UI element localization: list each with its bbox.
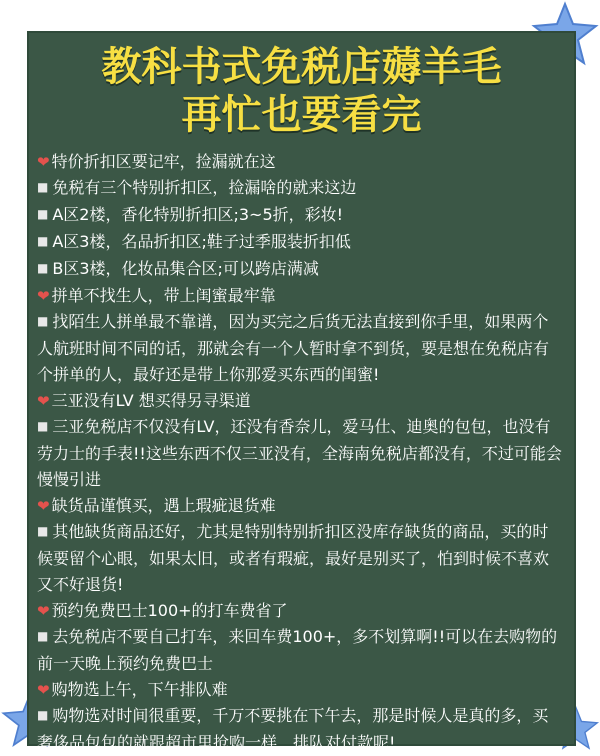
square-bullet-icon: ■	[37, 314, 49, 328]
list-item: ■ 其他缺货商品还好，尤其是特别特别折扣区没库存缺货的商品，买的时候要留个心眼，如果太旧，或者有瑕疵，最好是别买了，怕到时候不喜欢又不好退货!	[37, 522, 550, 594]
heart-icon: ❤	[37, 392, 50, 410]
section-heading: ❤ 预约免费巴士100+的打车费省了	[37, 601, 288, 620]
section-heading: ❤ 缺货品谨慎买，遇上瑕疵退货难	[37, 496, 276, 515]
list-item: ■ A区2楼，香化特别折扣区;3~5折，彩妆!	[37, 205, 344, 224]
square-bullet-icon: ■	[37, 234, 49, 248]
section-heading: ❤ 购物选上午，下午排队难	[37, 680, 228, 699]
heart-icon: ❤	[37, 497, 50, 515]
section-heading: ❤ 特价折扣区要记牢，捡漏就在这	[37, 152, 276, 171]
chalkboard-card	[27, 31, 576, 752]
list-item: ■ B区3楼，化妆品集合区;可以跨店满减	[37, 259, 319, 278]
section-heading: ❤ 拼单不找生人，带上闺蜜最牢靠	[37, 286, 276, 305]
list-item: ■ 三亚免税店不仅没有LV，还没有香奈儿，爱马仕、迪奥的包包，也没有劳力士的手表!!这些东西不仅三亚没有，全海南免税店都没有，不过可能会慢慢引进	[37, 417, 562, 489]
square-bullet-icon: ■	[37, 524, 49, 538]
square-bullet-icon: ■	[37, 180, 49, 194]
section-heading: ❤ 三亚没有LV 想买得另寻渠道	[37, 391, 251, 410]
tips-list	[37, 149, 564, 756]
square-bullet-icon: ■	[37, 419, 49, 433]
heart-icon: ❤	[37, 153, 50, 171]
page-title	[27, 43, 576, 139]
title-line-2: 再忙也要看完	[181, 92, 422, 138]
square-bullet-icon: ■	[37, 629, 49, 643]
list-item: ■ A区3楼，名品折扣区;鞋子过季服装折扣低	[37, 232, 351, 251]
square-bullet-icon: ■	[37, 708, 49, 722]
heart-icon: ❤	[37, 287, 50, 305]
square-bullet-icon: ■	[37, 207, 49, 221]
square-bullet-icon: ■	[37, 261, 49, 275]
list-item: ■ 去免税店不要自己打车，来回车费100+，多不划算啊!!可以在去购物的前一天晚上预约免费巴士	[37, 627, 558, 673]
title-line-1: 教科书式免税店薅羊毛	[101, 44, 502, 90]
heart-icon: ❤	[37, 602, 50, 620]
list-item: ■ 免税有三个特别折扣区，捡漏啥的就来这边	[37, 178, 357, 197]
heart-icon: ❤	[37, 681, 50, 699]
list-item: ■ 找陌生人拼单最不靠谱，因为买完之后货无法直接到你手里，如果两个人航班时间不同的话，那就会有一个人暂时拿不到货，要是想在免税店有个拼单的人，最好还是带上你那爱买东西的闺蜜!	[37, 312, 550, 384]
list-item: ■ 购物选对时间很重要，千万不要挑在下午去，那是时候人是真的多，买奢侈品包包的就跟超市里抢购一样，排队对付款呢!	[37, 706, 549, 752]
